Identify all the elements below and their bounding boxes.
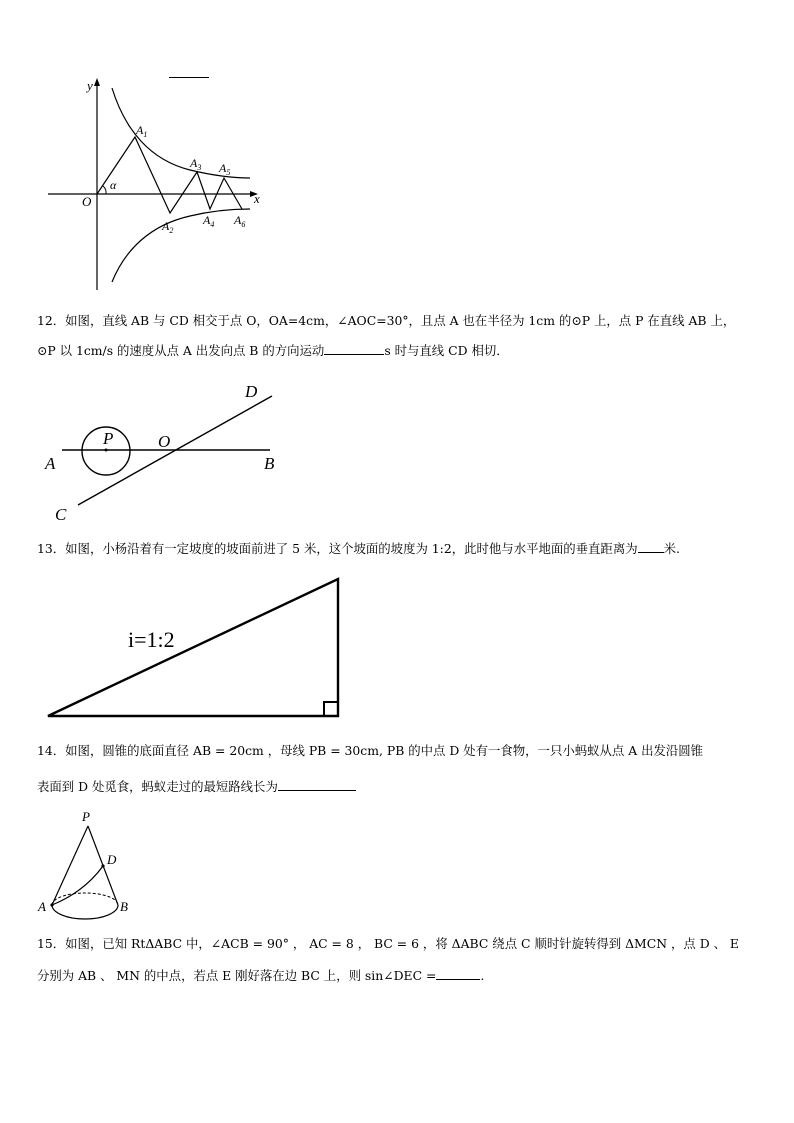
point-a-dot (50, 903, 53, 906)
cone-base-front (52, 905, 118, 919)
label-c: C (55, 505, 67, 524)
question-15-text-before: 分别为 AB 、 MN 的中点，若点 E 刚好落在边 BC 上，则 sin∠DEC = (37, 968, 437, 983)
question-12-text-after: s 时与直线 CD 相切． (384, 343, 509, 358)
label-p: P (103, 429, 114, 448)
cone-label-p: P (82, 809, 90, 824)
question-15-line-1: 15．如图，已知 RtΔABC 中，∠ACB = 90° ， AC = 8 ， BC = 6 ，将 ΔABC 绕点 C 顺时针旋转得到 ΔMCN ，点 D 、 E (37, 936, 739, 951)
y-axis-label: y (87, 78, 93, 93)
question-13-text-after: 米. (663, 541, 680, 556)
slope-label: i=1:2 (128, 627, 175, 652)
question-13-text-before: 13．如图，小杨沿着有一定坡度的坡面前进了 5 米，这个坡面的坡度为 1:2，此时他与水平地面的垂直距离为 (37, 541, 638, 556)
point-a4-label: $A_4$ (203, 213, 215, 229)
ant-path (52, 866, 103, 905)
question-12-text-before: ⊙P 以 1cm/s 的速度从点 A 出发向点 B 的方向运动 (37, 343, 325, 358)
cone-base-back (52, 893, 118, 905)
cone-label-b: B (120, 899, 128, 914)
point-a6-label: $A_6$ (234, 213, 246, 229)
label-d: D (245, 382, 258, 401)
question-14-text-before: 表面到 D 处觅食，蚂蚁走过的最短路线长为 (37, 779, 278, 794)
point-a1-label: $A_1$ (136, 123, 148, 139)
label-b: B (264, 454, 275, 473)
cone-label-d: D (107, 852, 117, 867)
cone-side-pa (52, 826, 88, 905)
x-axis-label: x (254, 191, 260, 206)
question-15-text-after: . (480, 968, 485, 983)
point-a5-label: $A_5$ (219, 161, 231, 177)
question-15-line-2 (37, 962, 484, 990)
origin-label: O (82, 194, 92, 209)
label-o: O (158, 432, 171, 451)
question-12-line-1: 12．如图，直线 AB 与 CD 相交于点 O，OA=4cm，∠AOC=30°，且点 A 也在半径为 1cm 的⊙P 上，点 P 在直线 AB 上， (37, 313, 736, 328)
cone-label-a: A (38, 899, 46, 914)
answer-blank-q15[interactable] (436, 965, 480, 980)
label-a: A (45, 454, 56, 473)
question-14-line-1: 14．如图，圆锥的底面直径 AB = 20cm ，母线 PB = 30cm, PB 的中点 D 处有一食物，一只小蚂蚁从点 A 出发沿圆锥 (37, 743, 704, 758)
point-a2-label: $A_2$ (162, 219, 174, 235)
point-d-dot (101, 864, 104, 867)
point-a3-label: $A_3$ (190, 156, 202, 172)
angle-label: α (110, 178, 117, 192)
